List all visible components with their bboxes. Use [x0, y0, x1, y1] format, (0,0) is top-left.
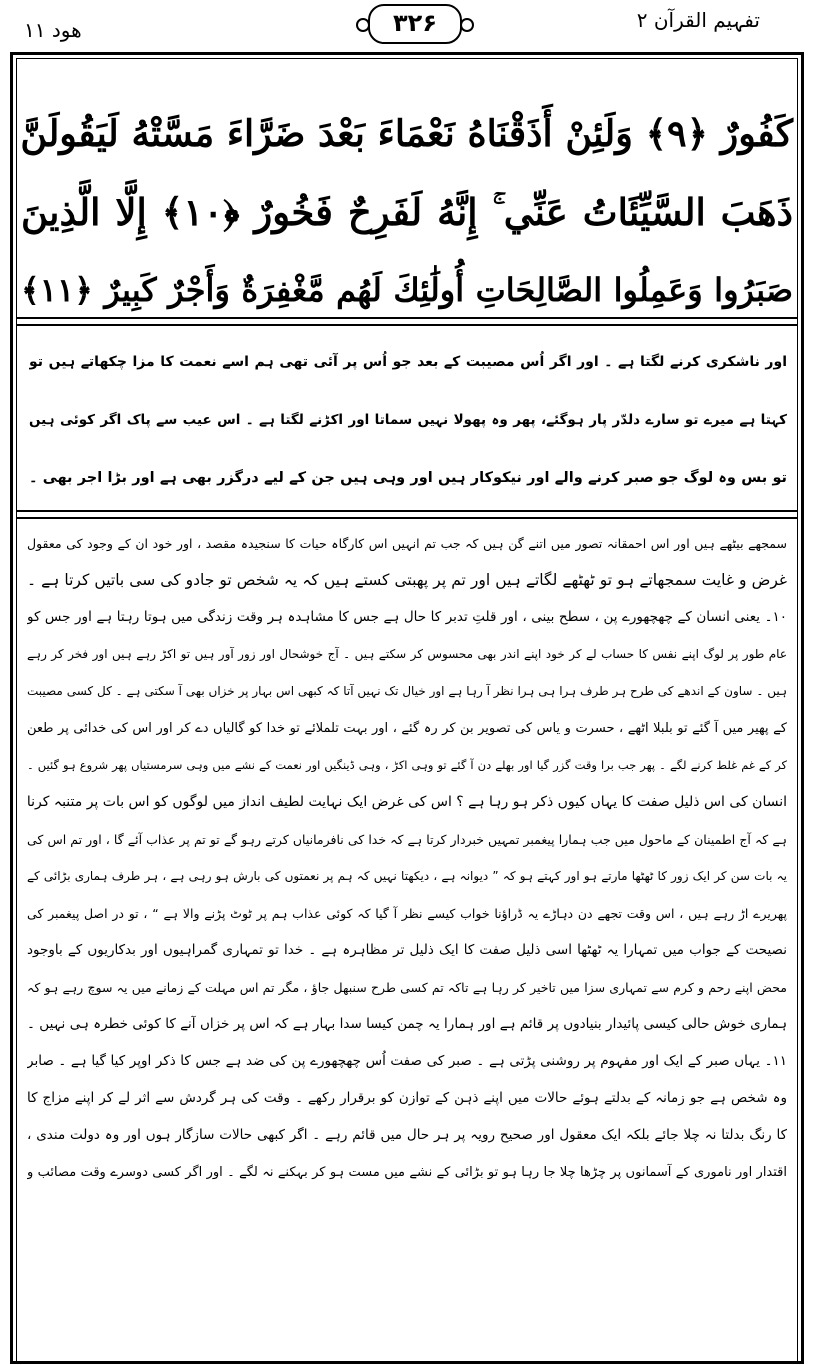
- note-line: پھریرے اڑ رہے ہیں ، اس وقت تجھے دن دہاڑے یہ ڈراؤنا خواب کیسے نظر آ گیا کہ کوئی عذاب ہم پر ٹوٹ پڑنے والا ہے “ ، تو در اصل پیغمبر کی: [27, 906, 787, 921]
- section-divider: [17, 317, 797, 319]
- page-number: ۳۲۶: [368, 4, 462, 44]
- note-line: ۱۱۔ یہاں صبر کے ایک اور مفہوم پر روشنی پڑتی ہے ۔ صبر کی صفت اُس چھچھورے پن کی ضد ہے جس کا ذکر اوپر کیا گیا ہے ۔ صابر: [27, 1053, 787, 1069]
- translation-line: تو بس وہ لوگ جو صبر کرنے والے اور نیکوکار ہیں اور وہی ہیں جن کے لیے درگزر بھی ہے اور بڑا اجر بھی ۔: [29, 470, 787, 486]
- translation-line: اور ناشکری کرنے لگتا ہے ۔ اور اگر اُس مصیبت کے بعد جو اُس پر آئی تھی ہم اسے نعمت کا مزا چکھاتے ہیں تو: [29, 354, 787, 370]
- note-line: کے پھیر میں آ گئے تو بلبلا اٹھے ، حسرت و یاس کی تصویر بن کر رہ گئے ، اور بہت تلملائے تو خدا کو گالیاں دے کر اور اس کی خدائی پر طعن: [27, 721, 787, 736]
- note-line: محض اپنے رحم و کرم سے تمہاری سزا میں تاخیر کر رہا ہے تاکہ تم کسی طرح سنبھل جاؤ ، مگر تم اس مہلت کے زمانے میں یہ سوچ رہے ہو کہ: [27, 980, 787, 995]
- page-frame: [10, 52, 804, 1364]
- translation-line: کہتا ہے میرے تو سارے دلدّر پار ہوگئے، پھر وہ پھولا نہیں سماتا اور اکڑنے لگتا ہے ۔ اس عیب سے پاک اگر کوئی ہیں: [29, 412, 787, 428]
- arabic-verse-line: ذَهَبَ السَّيِّئَاتُ عَنِّي ۚ إِنَّهُ لَفَرِحٌ فَخُورٌ ﴿١٠﴾ إِلَّا الَّذِينَ: [21, 190, 793, 234]
- book-title: تفہیم القرآن ۲: [636, 8, 760, 32]
- note-line: عام طور پر لوگ اپنے نفس کا حساب لے کر خود اپنے اندر بھی محسوس کر سکتے ہیں ۔ آج خوشحال اور زور آور ہیں تو اکڑ رہے ہیں اور فخر کر رہے: [27, 647, 787, 661]
- note-line: اقتدار اور ناموری کے آسمانوں پر چڑھا چلا جا رہا ہو تو بڑائی کے نشے میں مست ہو کر بہکنے نہ لگے ۔ اور اگر کسی دوسرے وقت مصائب و: [27, 1165, 787, 1180]
- page-header: [0, 0, 816, 52]
- section-divider: [17, 324, 797, 326]
- arabic-verse-line: صَبَرُوا وَعَمِلُوا الصَّالِحَاتِ أُولَٰئِكَ لَهُم مَّغْفِرَةٌ وَأَجْرٌ كَبِيرٌ ﴿١١﴾: [21, 271, 793, 309]
- note-line: کر کے غم غلط کرنے لگے ۔ پھر جب برا وقت گزر گیا اور بھلے دن آ گئے تو وہی اکڑ ، وہی ڈینگیں اور نعمت کے نشے میں وہی سرمستیاں پھر شروع ہو گئیں ۔: [27, 758, 787, 772]
- note-line: ہیں ۔ ساون کے اندھے کی طرح ہر طرف ہرا ہی ہرا نظر آ رہا ہے اور خیال تک نہیں آتا کہ کبھی اس بہار پر خزاں بھی آ سکتی ہے ۔ کل کسی مصیبت: [27, 684, 787, 698]
- surah-reference: ھود ۱۱: [24, 18, 82, 42]
- note-line: ہماری خوش حالی کیسی پائیدار بنیادوں پر قائم ہے اور ہمارا یہ چمن کیسا سدا بہار ہے کہ اس پر خزاں آنے کا کوئی خطرہ ہی نہیں ۔: [27, 1016, 787, 1032]
- note-line: ۱۰۔ یعنی انسان کے چھچھورے پن ، سطح بینی ، اور قلتِ تدبر کا حال ہے جس کا مشاہدہ ہر وقت زندگی میں ہوتا رہتا ہے اور جس کو: [27, 609, 787, 625]
- arabic-verses: [21, 95, 793, 329]
- note-line: نصیحت کے جواب میں تمہارا یہ ٹھٹھا اسی ذلیل صفت کا ایک ذلیل تر مظاہرہ ہے ۔ خدا تو تمہاری گمراہیوں اور بدکاریوں کے باوجود: [27, 942, 787, 958]
- section-divider: [17, 510, 797, 512]
- note-line: ہے کہ آج اطمینان کے ماحول میں جب ہمارا پیغمبر تمہیں خبردار کرتا ہے کہ خدا کی نافرمانیاں کرتے رہو گے تو تم پر عذاب آئے گا ، اور تم اس کی: [27, 832, 787, 847]
- commentary-notes: [27, 525, 787, 1191]
- section-divider: [17, 517, 797, 519]
- note-line: غرض و غایت سمجھاتے ہو تو ٹھٹھے لگاتے ہیں اور تم پر پھبتی کستے ہیں کہ یہ شخص تو جادو کی سی باتیں کرتا ہے ۔: [27, 571, 787, 589]
- note-line: انسان کی اس ذلیل صفت کا یہاں کیوں ذکر ہو رہا ہے ؟ اس کی غرض ایک نہایت لطیف انداز میں لوگوں کو اس بات پر متنبہ کرنا: [27, 794, 787, 810]
- note-line: سمجھے بیٹھے ہیں اور اس احمقانہ تصور میں اتنے گن ہیں کہ جب تم انہیں اس کارگاہ حیات کا سنجیدہ مقصد ، اور خود ان کے وجود کی معقول: [27, 536, 787, 551]
- note-line: کا رنگ بدلتا نہ چلا جائے بلکہ ایک معقول اور صحیح رویہ پر ہر حال میں قائم رہے ۔ اگر کبھی حالات سازگار ہوں اور وہ دولت مندی ،: [27, 1127, 787, 1143]
- arabic-verse-line: كَفُورٌ ﴿٩﴾ وَلَئِنْ أَذَقْنَاهُ نَعْمَاءَ بَعْدَ ضَرَّاءَ مَسَّتْهُ لَيَقُولَنَّ: [20, 112, 793, 155]
- urdu-translation: [29, 333, 787, 507]
- note-line: یہ بات سن کر ایک زور کا ٹھٹھا مارتے ہو اور کہتے ہو کہ ” دیوانہ ہے ، دیکھتا نہیں کہ ہم پر نعمتوں کی بارش ہو رہی ہے ، ہر طرف ہماری بڑائی کے: [27, 869, 787, 883]
- note-line: وہ شخص ہے جو زمانہ کے بدلتے ہوئے حالات میں اپنے ذہن کے توازن کو برقرار رکھے ۔ وقت کی ہر گردش سے اثر لے کر اپنے مزاج کا: [27, 1090, 787, 1106]
